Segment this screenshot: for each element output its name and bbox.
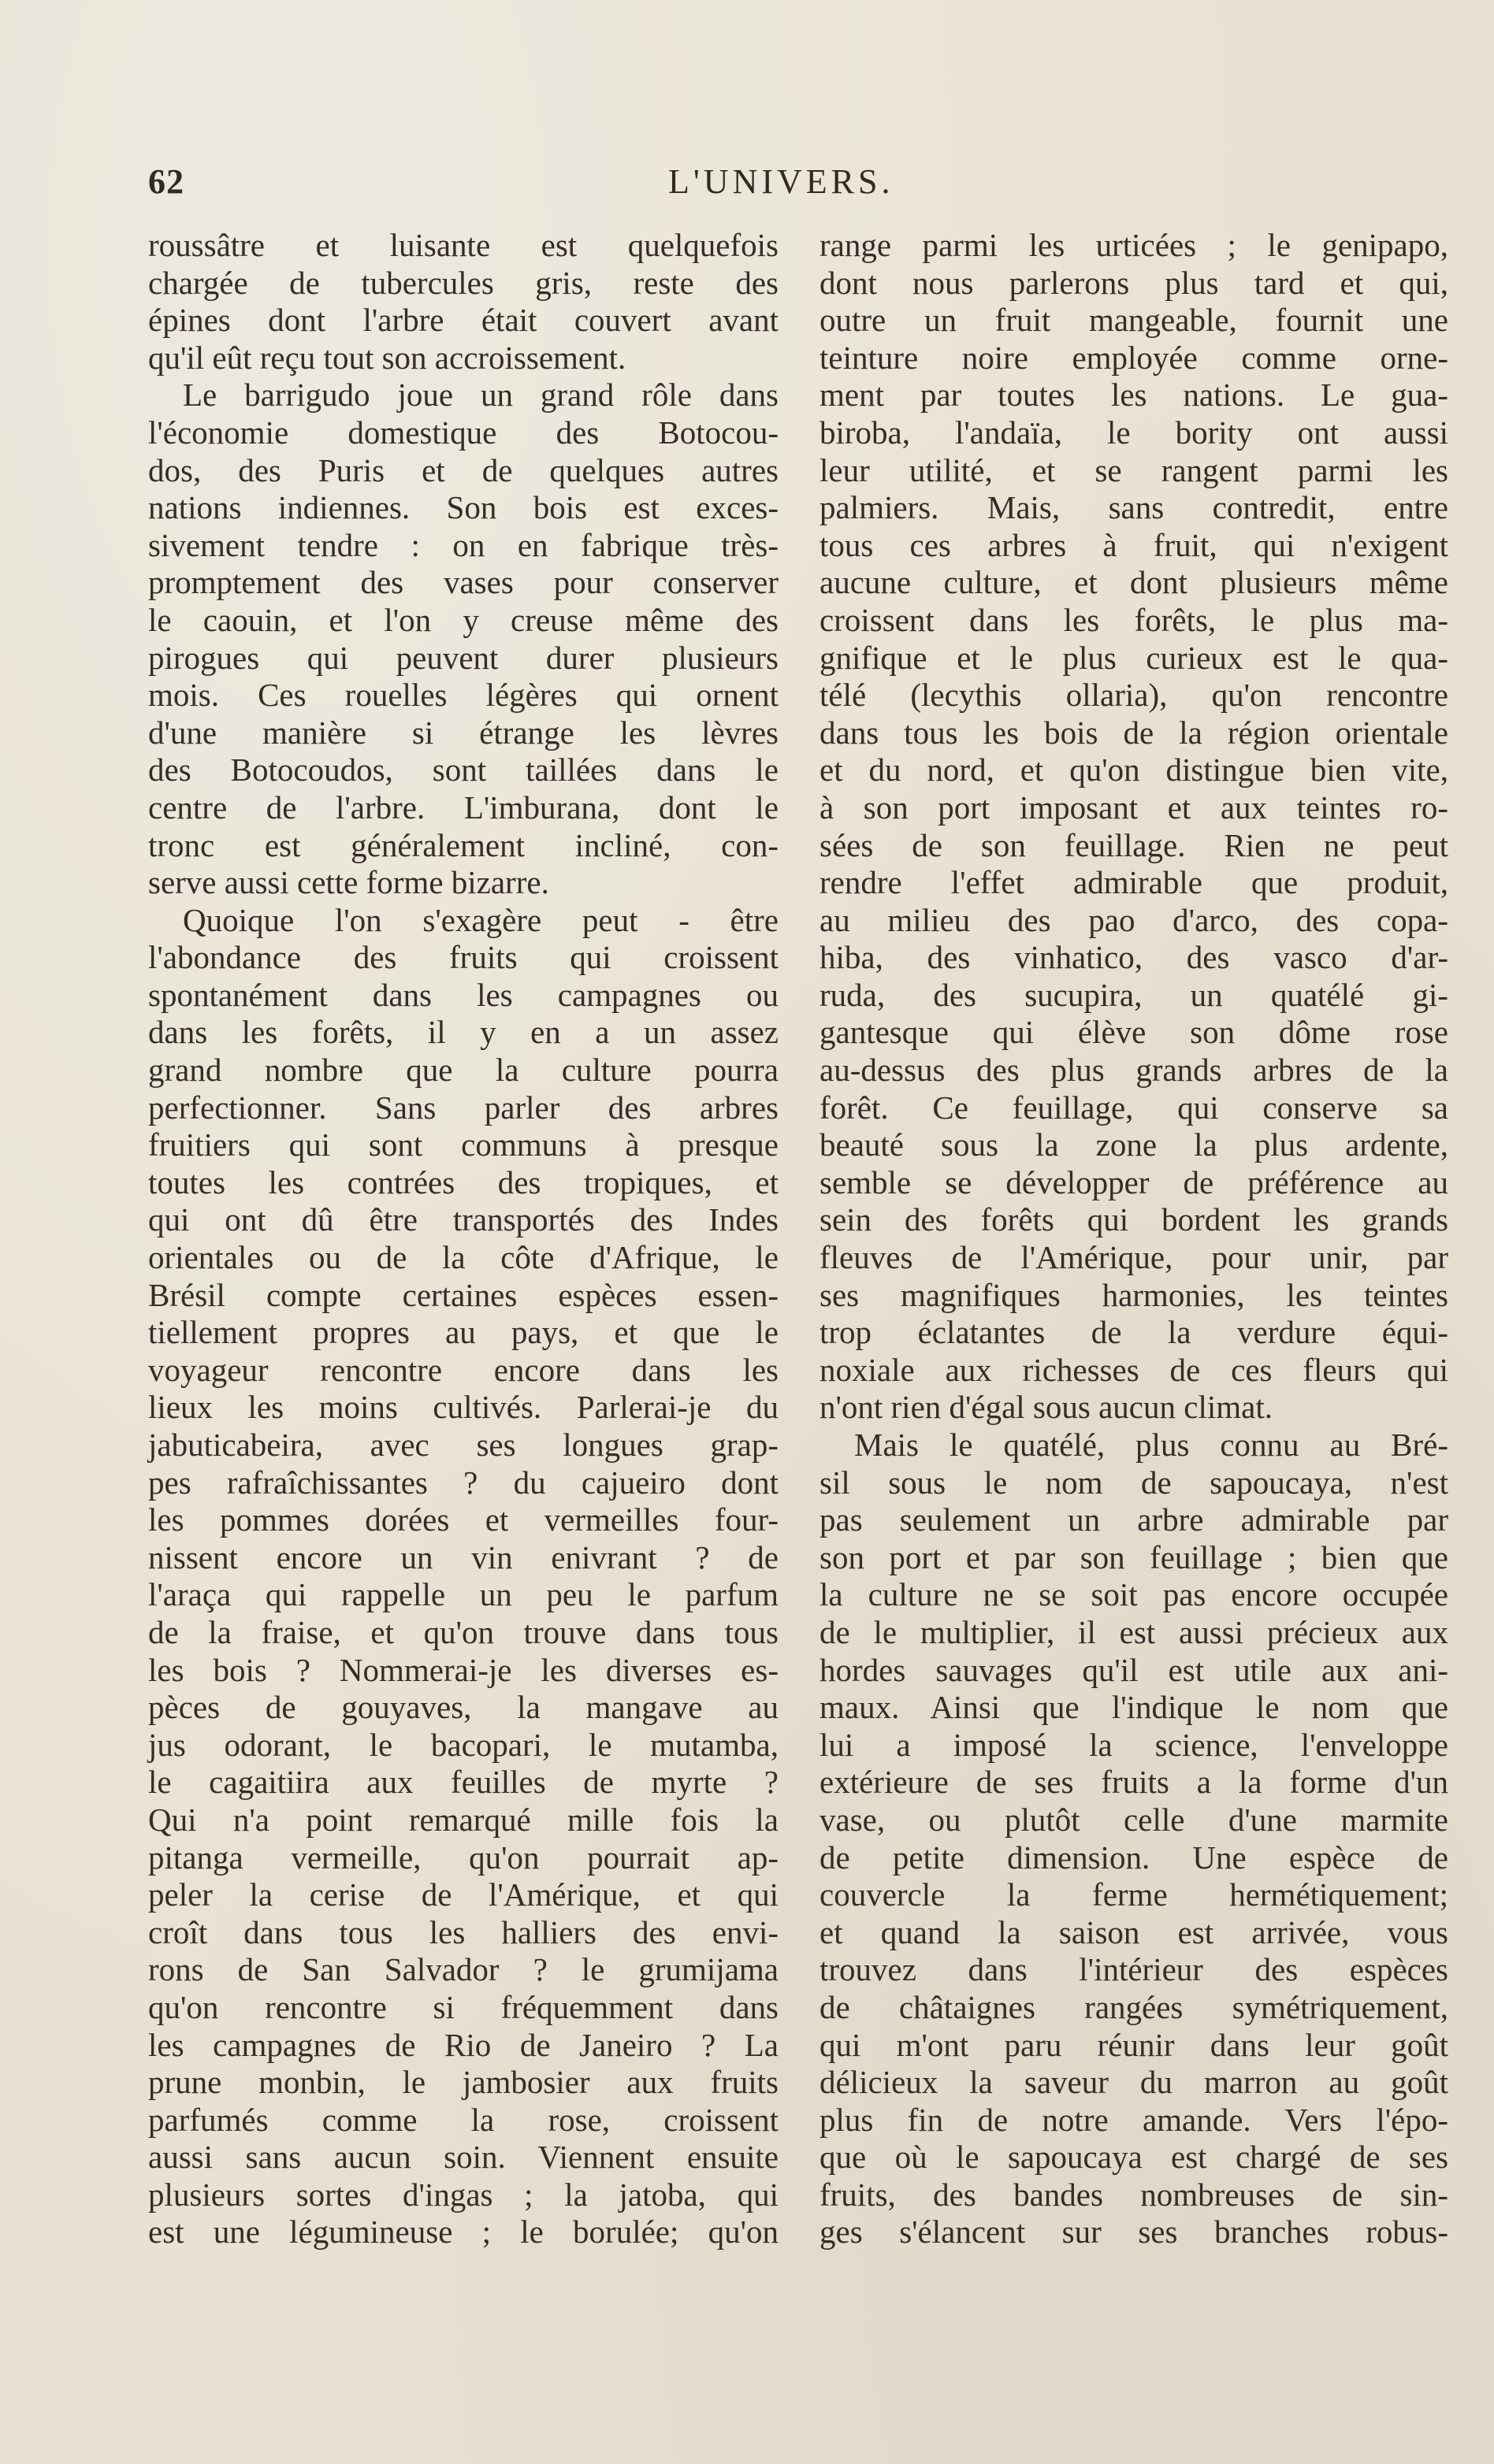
left-column-line: promptement des vases pour conserver [148, 564, 779, 601]
right-column-line: maux. Ainsi que l'indique le nom que [819, 1689, 1448, 1726]
left-column-line: pèces de gouyaves, la mangave au [148, 1689, 779, 1726]
right-column-line: qui m'ont paru réunir dans leur goût [819, 2026, 1448, 2063]
left-column-line: est une légumineuse ; le borulée; qu'on [148, 2214, 779, 2251]
right-column-line: à son port imposant et aux teintes ro- [819, 789, 1448, 826]
right-column-line: lui a imposé la science, l'enveloppe [819, 1726, 1448, 1763]
right-column-line: de petite dimension. Une espèce de [819, 1839, 1448, 1876]
left-column-line: croît dans tous les halliers des envi- [148, 1913, 779, 1950]
left-column-line: plusieurs sortes d'ingas ; la jatoba, qui [148, 2176, 779, 2213]
right-column-line: trouvez dans l'intérieur des espèces [819, 1951, 1448, 1988]
right-column-line: croissent dans les forêts, le plus ma- [819, 601, 1448, 638]
right-column-line: et du nord, et qu'on distingue bien vite, [819, 751, 1448, 789]
right-column-line: teinture noire employée comme orne- [819, 339, 1448, 376]
right-column-line: n'ont rien d'égal sous aucun climat. [819, 1389, 1273, 1426]
left-column-line: de la fraise, et qu'on trouve dans tous [148, 1613, 779, 1650]
left-column-line: pitanga vermeille, qu'on pourrait ap- [148, 1839, 779, 1876]
right-column-line: Mais le quatélé, plus connu au Bré- [854, 1427, 1448, 1463]
right-column-line: fleuves de l'Amérique, pour unir, par [819, 1239, 1448, 1276]
left-column-line: l'économie domestique des Botocou- [148, 414, 779, 451]
right-column-line: extérieure de ses fruits a la forme d'un [819, 1764, 1448, 1801]
left-column-line: les pommes dorées et vermeilles four- [148, 1501, 779, 1538]
right-column-line: plus fin de notre amande. Vers l'épo- [819, 2101, 1448, 2138]
right-column-line: gantesque qui élève son dôme rose [819, 1014, 1448, 1051]
left-column-line: roussâtre et luisante est quelquefois [148, 227, 779, 263]
right-column-line: biroba, l'andaïa, le bority ont aussi [819, 414, 1448, 451]
left-column-line: l'araça qui rappelle un peu le parfum [148, 1576, 779, 1613]
left-column-line: lieux les moins cultivés. Parlerai-je du [148, 1389, 779, 1426]
left-column-line: dans les forêts, il y en a un assez [148, 1014, 779, 1051]
right-column-line: au-dessus des plus grands arbres de la [819, 1052, 1448, 1089]
right-column-line: rendre l'effet admirable que produit, [819, 864, 1448, 901]
right-column-line: trop éclatantes de la verdure équi- [819, 1314, 1448, 1351]
left-column-line: Quoique l'on s'exagère peut - être [183, 901, 779, 938]
right-column-line: ruda, des sucupira, un quatélé gi- [819, 976, 1448, 1013]
right-column-line: la culture ne se soit pas encore occupée [819, 1576, 1448, 1613]
left-column-line: chargée de tubercules gris, reste des [148, 264, 779, 301]
right-column-line: couvercle la ferme hermétiquement; [819, 1876, 1448, 1913]
left-column-line: serve aussi cette forme bizarre. [148, 864, 549, 901]
right-column-line: forêt. Ce feuillage, qui conserve sa [819, 1089, 1448, 1126]
right-column-line: outre un fruit mangeable, fournit une [819, 302, 1448, 339]
right-column-line: dans tous les bois de la région orientale [819, 714, 1448, 751]
left-column-line: sivement tendre : on en fabrique très- [148, 526, 779, 563]
right-text-column [819, 227, 1448, 2251]
right-column-line: et quand la saison est arrivée, vous [819, 1913, 1448, 1950]
page-number: 62 [148, 162, 184, 201]
left-column-line: Le barrigudo joue un grand rôle dans [183, 377, 779, 414]
left-column-line: qu'il eût reçu tout son accroissement. [148, 339, 626, 376]
right-column-line: de le multiplier, il est aussi précieux aux [819, 1613, 1448, 1650]
left-column-line: centre de l'arbre. L'imburana, dont le [148, 789, 779, 826]
right-column-line: gnifique et le plus curieux est le qua- [819, 639, 1448, 676]
left-column-line: le cagaitiira aux feuilles de myrte ? [148, 1764, 779, 1801]
left-column-line: peler la cerise de l'Amérique, et qui [148, 1876, 779, 1913]
right-column-line: délicieux la saveur du marron au goût [819, 2064, 1448, 2101]
right-column-line: palmiers. Mais, sans contredit, entre [819, 489, 1448, 526]
left-column-line: parfumés comme la rose, croissent [148, 2101, 779, 2138]
left-column-line: tronc est généralement incliné, con- [148, 826, 779, 863]
right-column-line: range parmi les urticées ; le genipapo, [819, 227, 1448, 263]
left-column-line: mois. Ces rouelles légères qui ornent [148, 677, 779, 714]
left-column-line: des Botocoudos, sont taillées dans le [148, 751, 779, 789]
right-column-line: sein des forêts qui bordent les grands [819, 1201, 1448, 1238]
left-column-line: jabuticabeira, avec ses longues grap- [148, 1427, 779, 1463]
right-column-line: ges s'élancent sur ses branches robus- [819, 2214, 1448, 2251]
right-column-line: dont nous parlerons plus tard et qui, [819, 264, 1448, 301]
right-column-line: télé (lecythis ollaria), qu'on rencontre [819, 677, 1448, 714]
right-column-line: de châtaignes rangées symétriquement, [819, 1988, 1448, 2025]
left-column-line: tiellement propres au pays, et que le [148, 1314, 779, 1351]
left-column-line: qui ont dû être transportés des Indes [148, 1201, 779, 1238]
left-column-line: orientales ou de la côte d'Afrique, le [148, 1239, 779, 1276]
left-column-line: le caouin, et l'on y creuse même des [148, 601, 779, 638]
left-text-column [148, 227, 779, 2251]
right-column-line: aucune culture, et dont plusieurs même [819, 564, 1448, 601]
page-header [148, 161, 1448, 209]
left-column-line: fruitiers qui sont communs à presque [148, 1126, 779, 1163]
left-column-line: Brésil compte certaines espèces essen- [148, 1276, 779, 1313]
right-column-line: sées de son feuillage. Rien ne peut [819, 826, 1448, 863]
left-column-line: grand nombre que la culture pourra [148, 1052, 779, 1089]
right-column-line: semble se développer de préférence au [819, 1163, 1448, 1200]
left-column-line: perfectionner. Sans parler des arbres [148, 1089, 779, 1126]
right-column-line: tous ces arbres à fruit, qui n'exigent [819, 526, 1448, 563]
left-column-line: rons de San Salvador ? le grumijama [148, 1951, 779, 1988]
left-column-line: nissent encore un vin enivrant ? de [148, 1538, 779, 1575]
right-column-line: son port et par son feuillage ; bien que [819, 1538, 1448, 1575]
left-column-line: les bois ? Nommerai-je les diverses es- [148, 1651, 779, 1688]
right-column-line: pas seulement un arbre admirable par [819, 1501, 1448, 1538]
left-column-line: qu'on rencontre si fréquemment dans [148, 1988, 779, 2025]
right-column-line: ses magnifiques harmonies, les teintes [819, 1276, 1448, 1313]
left-column-line: l'abondance des fruits qui croissent [148, 939, 779, 976]
right-column-line: hordes sauvages qu'il est utile aux ani- [819, 1651, 1448, 1688]
left-column-line: spontanément dans les campagnes ou [148, 976, 779, 1013]
left-column-line: les campagnes de Rio de Janeiro ? La [148, 2026, 779, 2063]
left-column-line: voyageur rencontre encore dans les [148, 1351, 779, 1388]
left-column-line: pes rafraîchissantes ? du cajueiro dont [148, 1464, 779, 1501]
right-column-line: beauté sous la zone la plus ardente, [819, 1126, 1448, 1163]
right-column-line: vase, ou plutôt celle d'une marmite [819, 1801, 1448, 1838]
left-column-line: prune monbin, le jambosier aux fruits [148, 2064, 779, 2101]
left-column-line: pirogues qui peuvent durer plusieurs [148, 639, 779, 676]
running-title: L'UNIVERS. [668, 162, 894, 201]
left-column-line: d'une manière si étrange les lèvres [148, 714, 779, 751]
right-column-line: au milieu des pao d'arco, des copa- [819, 901, 1448, 938]
right-column-line: ment par toutes les nations. Le gua- [819, 377, 1448, 414]
left-column-line: jus odorant, le bacopari, le mutamba, [148, 1726, 779, 1763]
right-column-line: sil sous le nom de sapoucaya, n'est [819, 1464, 1448, 1501]
right-column-line: noxiale aux richesses de ces fleurs qui [819, 1351, 1448, 1388]
left-column-line: épines dont l'arbre était couvert avant [148, 302, 779, 339]
left-column-line: aussi sans aucun soin. Viennent ensuite [148, 2139, 779, 2176]
right-column-line: fruits, des bandes nombreuses de sin- [819, 2176, 1448, 2213]
left-column-line: dos, des Puris et de quelques autres [148, 451, 779, 488]
right-column-line: que où le sapoucaya est chargé de ses [819, 2139, 1448, 2176]
right-column-line: leur utilité, et se rangent parmi les [819, 451, 1448, 488]
left-column-line: nations indiennes. Son bois est exces- [148, 489, 779, 526]
left-column-line: toutes les contrées des tropiques, et [148, 1163, 779, 1200]
left-column-line: Qui n'a point remarqué mille fois la [148, 1801, 779, 1838]
right-column-line: hiba, des vinhatico, des vasco d'ar- [819, 939, 1448, 976]
